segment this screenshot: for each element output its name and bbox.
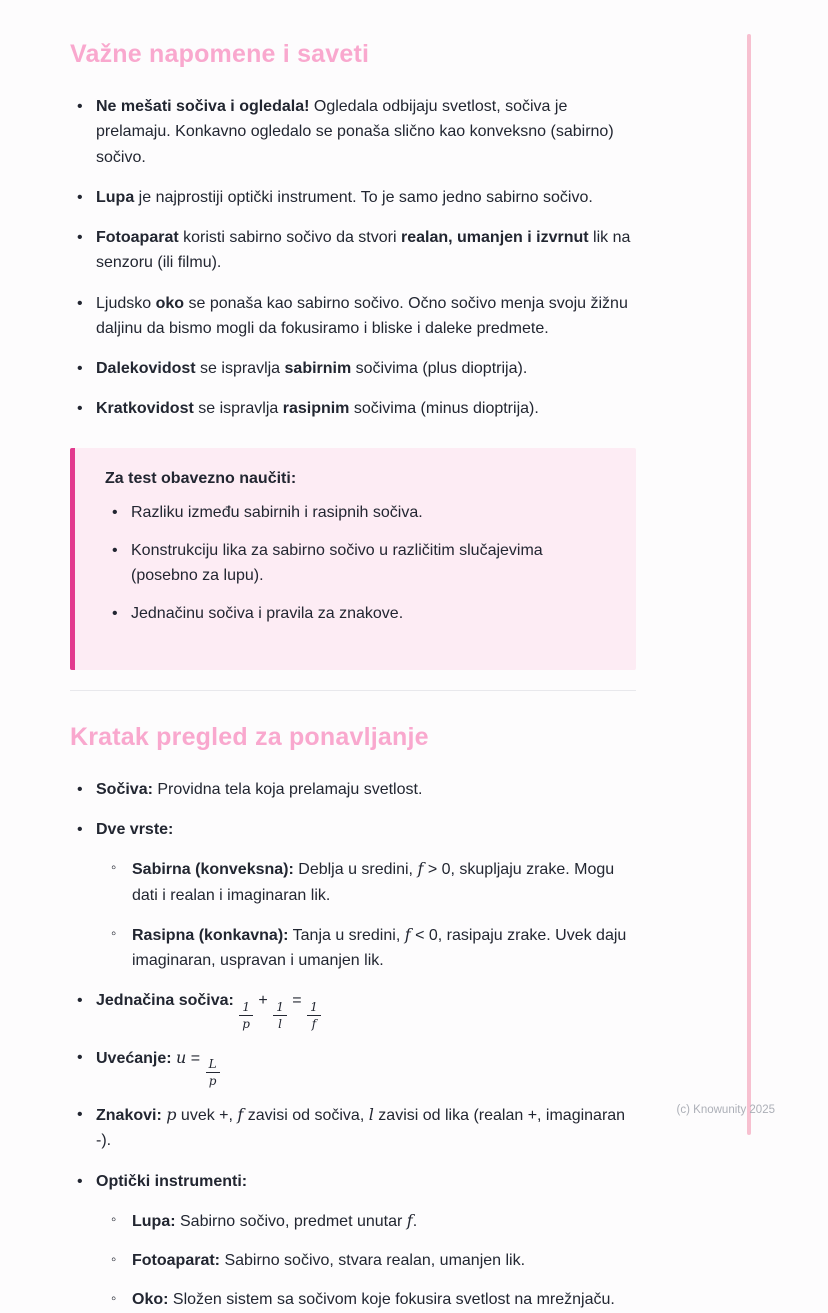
math-fraction: $\frac{1}{f}$	[307, 1001, 321, 1030]
copyright-footer: (c) Knowunity 2025	[676, 1104, 775, 1116]
review-list	[70, 777, 636, 1313]
list-item	[70, 94, 636, 170]
list-item-text: ◦ Rasipna (konkavna): Tanja u sredini, f < 0, rasipaju zrake. Uvek daju imaginaran, uspravan i umanjen lik.	[132, 924, 627, 970]
list-item-text: • Jednačina sočiva: $\frac{1}{p}$ + $\frac{1}{l}$ = $\frac{1}{f}$	[96, 988, 636, 1029]
list-item	[70, 396, 636, 421]
math-fraction: $\frac{1}{p}$	[239, 1001, 253, 1030]
list-item	[70, 988, 636, 1029]
section-notes	[70, 40, 636, 670]
list-item	[70, 1102, 636, 1154]
math-fraction: $\frac{L}{p}$	[206, 1058, 220, 1087]
list-item	[106, 922, 636, 974]
list-item-text: • Znakovi: p uvek +, f zavisi od sočiva, l zavisi od lika (realan +, imaginaran -).	[96, 1105, 626, 1150]
list-item-text: • Sočiva: Providna tela koja prelamaju svetlost.	[96, 780, 423, 798]
list-item-text: ◦ Fotoaparat: Sabirno sočivo, stvara realan, umanjen lik.	[132, 1252, 526, 1270]
list-item	[106, 1287, 636, 1312]
notes-list	[70, 94, 636, 422]
list-item	[70, 1045, 636, 1087]
list-item-text: • Ne mešati sočiva i ogledala! Ogledala odbijaju svetlost, sočiva je prelamaju. Konkavno ogledalo se ponaša slično kao konveksno (sabirno) sočivo.	[96, 98, 614, 166]
list-item-text: ◦ Sabirna (konveksna): Deblja u sredini, f > 0, skupljaju zrake. Mogu dati i realan i imaginaran lik.	[132, 859, 615, 904]
list-item	[70, 225, 636, 276]
list-item-text: ◦ Lupa: Sabirno sočivo, predmet unutar f.	[132, 1210, 418, 1230]
list-item	[70, 817, 636, 973]
callout-list	[105, 500, 608, 627]
list-item-text: • Ljudsko oko se ponaša kao sabirno sočivo. Očno sočivo menja svoju žižnu daljinu da bismo mogli da fokusiramo i bliske i daleke predmete.	[96, 294, 628, 337]
list-item-text: • Razliku između sabirnih i rasipnih sočiva.	[131, 503, 423, 521]
page-edge-accent-line	[747, 34, 751, 1135]
list-item-text: • Konstrukciju lika za sabirno sočivo u različitim slučajevima (posebno za lupu).	[131, 541, 543, 585]
list-item-text: • Lupa je najprostiji optički instrument. To je samo jedno sabirno sočivo.	[96, 188, 593, 206]
list-item-text: • Uvećanje: u = $\frac{L}{p}$	[96, 1045, 636, 1087]
list-item-text: • Fotoaparat koristi sabirno sočivo da stvori realan, umanjen i izvrnut lik na senzoru (ili filmu).	[96, 229, 631, 272]
list-item-text: • Dve vrste:	[96, 820, 174, 838]
list-item	[106, 1248, 636, 1273]
section-title-review: Kratak pregled za ponavljanje	[70, 722, 429, 751]
list-item	[106, 856, 636, 908]
list-item	[106, 1208, 636, 1234]
list-item	[70, 291, 636, 342]
math-fraction: $\frac{1}{l}$	[273, 1001, 287, 1030]
list-item-text: • Jednačinu sočiva i pravila za znakove.	[131, 605, 404, 623]
sub-list	[96, 1208, 636, 1313]
list-item	[70, 1169, 636, 1313]
list-item	[70, 356, 636, 381]
callout-box	[70, 448, 636, 670]
section-review	[70, 723, 636, 1313]
section-title-notes: Važne napomene i saveti	[70, 40, 370, 68]
sub-list	[96, 856, 636, 973]
section-divider	[70, 690, 636, 691]
list-item	[105, 538, 608, 589]
list-item	[70, 777, 636, 802]
list-item-text: • Kratkovidost se ispravlja rasipnim sočivima (minus dioptrija).	[96, 400, 539, 418]
list-item-text: • Optički instrumenti:	[96, 1172, 248, 1190]
list-item	[105, 601, 608, 626]
list-item-text: ◦ Oko: Složen sistem sa sočivom koje fokusira svetlost na mrežnjaču.	[132, 1291, 615, 1309]
list-item	[105, 500, 608, 525]
list-item-text: • Dalekovidost se ispravlja sabirnim sočivima (plus dioptrija).	[96, 360, 528, 378]
callout-title: Za test obavezno naučiti:	[105, 469, 297, 487]
list-item	[70, 185, 636, 210]
